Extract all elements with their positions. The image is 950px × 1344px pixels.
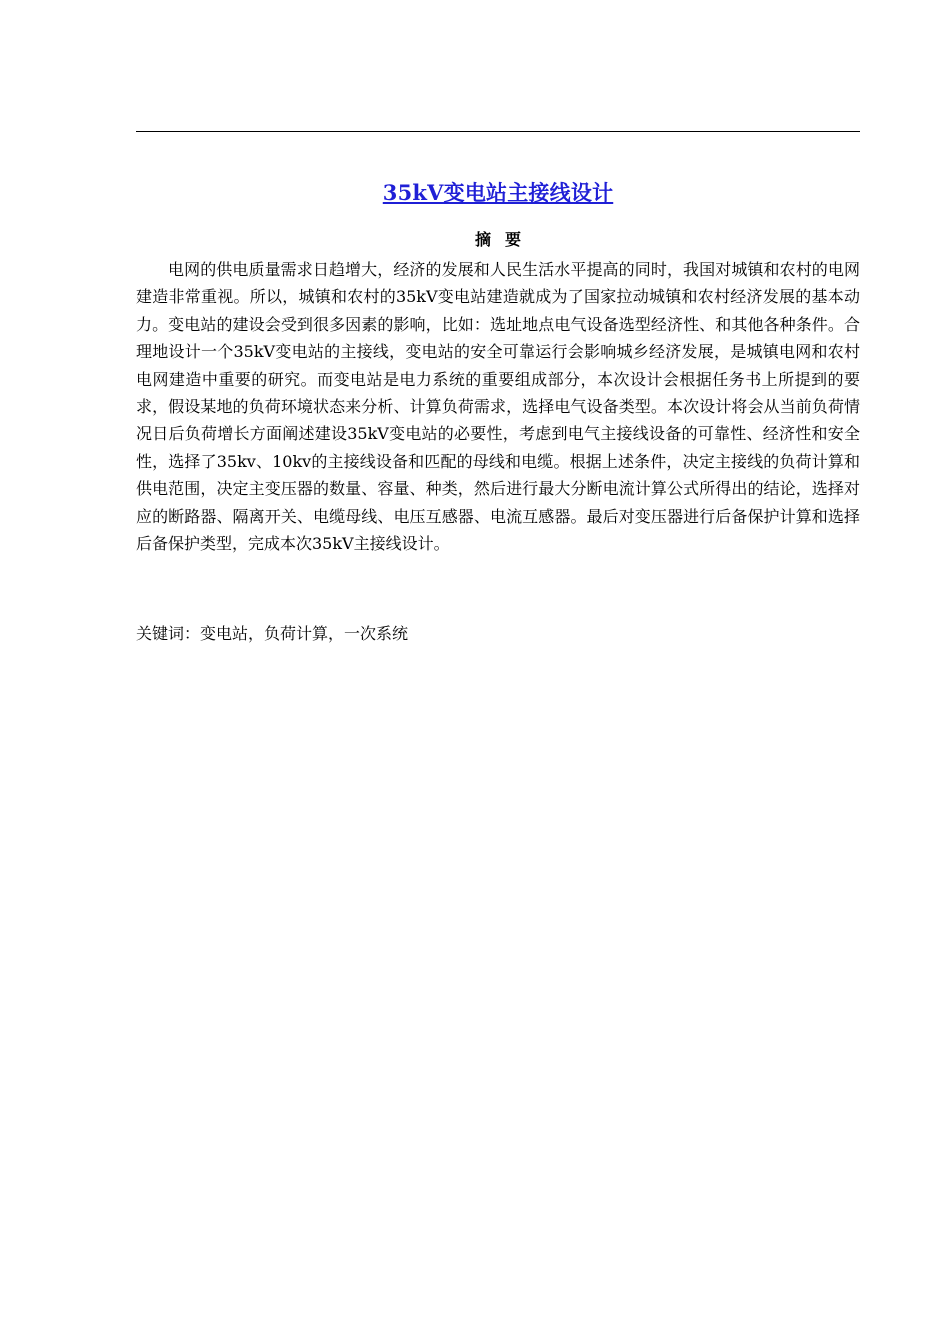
document-title-link[interactable]: 35kV变电站主接线设计 — [382, 180, 614, 205]
keywords-line: 关键词：变电站，负荷计算，一次系统 — [136, 624, 409, 643]
abstract-heading: 摘要 — [474, 230, 535, 249]
abstract-paragraph: 电网的供电质量需求日趋增大，经济的发展和人民生活水平提高的同时，我国对城镇和农村的电网建造非常重视。所以，城镇和农村的35kV变电站建造就成为了国家拉动城镇和农村经济发展的基本动力。变电站的建设会受到很多因素的影响，比如：选址地点电气设备选型经济性、和其他各种条件。合理地设计一个35kV变电站的主接线，变电站的安全可靠运行会影响城乡经济发展，是城镇电网和农村电网建造中重要的研究。而变电站是电力系统的重要组成部分，本次设计会根据任务书上所提到的要求，假设某地的负荷环境状态来分析、计算负荷需求，选择电气设备类型。本次设计将会从当前负荷情况日后负荷增长方面阐述建设35kV变电站的必要性，考虑到电气主接线设备的可靠性、经济性和安全性，选择了35kv、10kv的主接线设备和匹配的母线和电缆。根据上述条件，决定主接线的负荷计算和供电范围，决定主变压器的数量、容量、种类，然后进行最大分断电流计算公式所得出的结论，选择对应的断路器、隔离开关、电缆母线、电压互感器、电流互感器。最后对变压器进行后备保护计算和选择后备保护类型，完成本次35kV主接线设计。 — [136, 260, 860, 554]
header-rule — [136, 131, 860, 132]
